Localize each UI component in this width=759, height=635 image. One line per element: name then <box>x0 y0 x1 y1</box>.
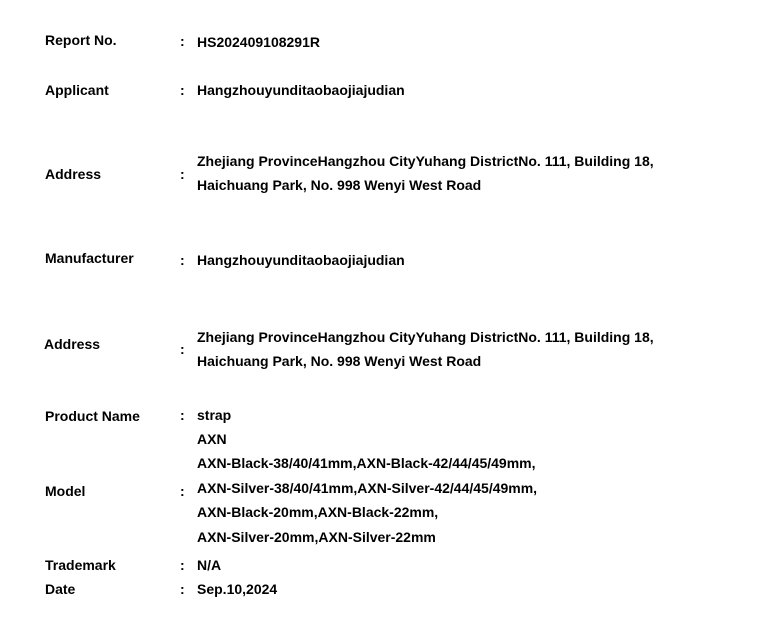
model-line-2: AXN-Black-38/40/41mm,AXN-Black-42/44/45/49mm, <box>197 455 536 472</box>
manufacturer-value: Hangzhouyunditaobaojiajudian <box>197 252 405 268</box>
trademark-label: Trademark <box>45 557 116 573</box>
manufacturer-separator: : <box>180 252 185 268</box>
product-name-separator: : <box>180 407 185 423</box>
model-label: Model <box>45 483 86 499</box>
model-separator: : <box>180 483 185 499</box>
report-no-value: HS202409108291R <box>197 34 320 50</box>
applicant-address-line-2: Haichuang Park, No. 998 Wenyi West Road <box>197 177 482 194</box>
product-name-label: Product Name <box>45 408 140 424</box>
trademark-separator: : <box>180 557 185 573</box>
applicant-address-label: Address <box>45 166 102 182</box>
manufacturer-address-value <box>197 325 654 374</box>
applicant-address-line-1: Zhejiang ProvinceHangzhou CityYuhang DistrictNo. 111, Building 18, <box>197 153 654 169</box>
date-label: Date <box>45 581 76 597</box>
applicant-separator: : <box>180 82 185 98</box>
applicant-label: Applicant <box>45 82 109 98</box>
manufacturer-address-line-1: Zhejiang ProvinceHangzhou CityYuhang DistrictNo. 111, Building 18, <box>197 329 654 345</box>
date-separator: : <box>180 581 185 597</box>
applicant-value: Hangzhouyunditaobaojiajudian <box>197 82 405 98</box>
manufacturer-label: Manufacturer <box>45 250 134 266</box>
model-line-5: AXN-Silver-20mm,AXN-Silver-22mm <box>197 528 436 545</box>
report-no-label: Report No. <box>45 32 117 48</box>
model-line-4: AXN-Black-20mm,AXN-Black-22mm, <box>197 504 439 521</box>
model-line-3: AXN-Silver-38/40/41mm,AXN-Silver-42/44/45/49mm, <box>197 479 538 496</box>
applicant-address-value <box>197 149 654 198</box>
report-no-separator: : <box>180 33 185 49</box>
manufacturer-address-line-2: Haichuang Park, No. 998 Wenyi West Road <box>197 353 482 370</box>
manufacturer-address-label: Address <box>44 336 101 352</box>
product-name-value: strap <box>197 407 232 423</box>
model-line-1: AXN <box>197 431 227 447</box>
trademark-value: N/A <box>197 557 222 573</box>
manufacturer-address-separator: : <box>180 341 185 357</box>
applicant-address-separator: : <box>180 166 185 182</box>
date-value: Sep.10,2024 <box>197 581 278 597</box>
model-value <box>197 427 537 549</box>
